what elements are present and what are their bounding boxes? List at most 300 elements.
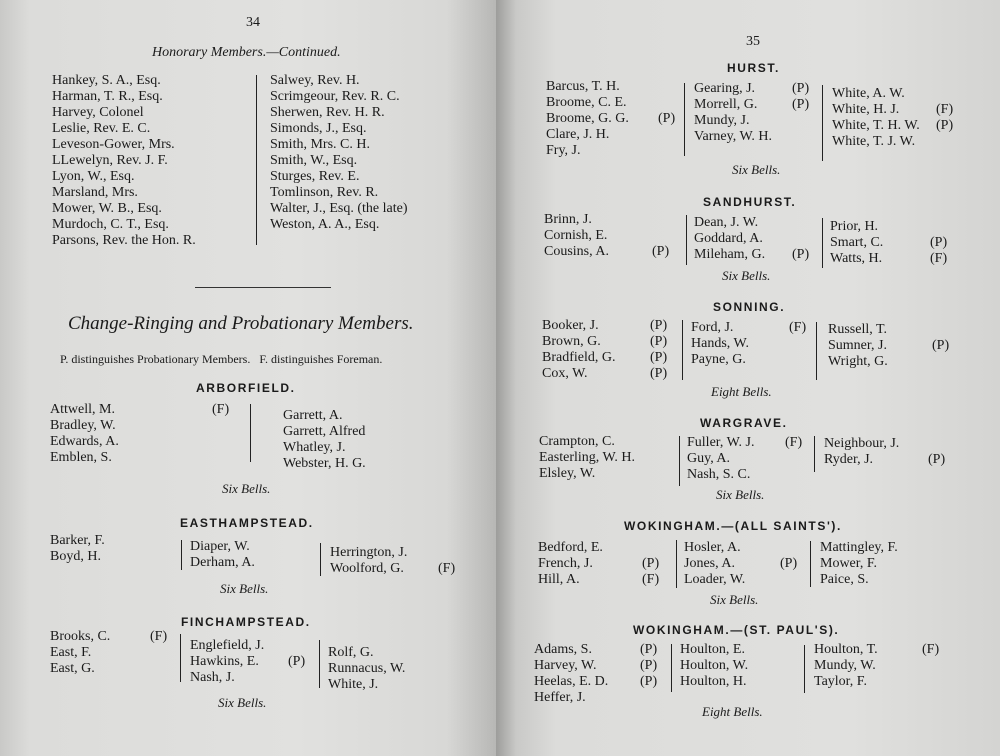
sandhurst-col2 bbox=[694, 215, 819, 263]
continued-title: Honorary Members.—Continued. bbox=[152, 45, 341, 60]
list-item bbox=[283, 440, 366, 456]
member-name: Morrell, G. bbox=[694, 97, 758, 112]
list-item bbox=[546, 143, 681, 159]
member-name: Neighbour, J. bbox=[824, 436, 900, 451]
member-name: Harman, T. R., Esq. bbox=[52, 89, 163, 104]
member-name: Fry, J. bbox=[546, 143, 581, 158]
member-name: Edwards, A. bbox=[50, 434, 119, 449]
sandhurst-col1 bbox=[544, 212, 684, 260]
member-status-mark: (P) bbox=[650, 366, 668, 381]
member-name: Hands, W. bbox=[691, 336, 749, 351]
easthampstead-col3 bbox=[330, 545, 460, 577]
member-name: Whatley, J. bbox=[283, 440, 346, 455]
sonning-col1 bbox=[542, 318, 682, 382]
member-status-mark: (P) bbox=[650, 334, 668, 349]
member-name: Houlton, W. bbox=[680, 658, 749, 673]
finchampstead-col1 bbox=[50, 629, 180, 677]
list-item bbox=[694, 129, 819, 145]
member-status-mark: (P) bbox=[792, 97, 810, 112]
list-item bbox=[538, 540, 673, 556]
list-item bbox=[270, 121, 407, 137]
member-status-mark: (P) bbox=[640, 642, 658, 657]
column-divider bbox=[319, 640, 320, 688]
list-item bbox=[824, 436, 989, 452]
list-item bbox=[190, 654, 315, 670]
member-name: Ryder, J. bbox=[824, 452, 874, 467]
member-name: Simonds, J., Esq. bbox=[270, 121, 367, 136]
all-saints-col3 bbox=[820, 540, 898, 588]
bells-note: Six Bells. bbox=[222, 481, 271, 496]
list-item bbox=[283, 456, 366, 472]
column-divider bbox=[804, 645, 805, 693]
member-name: Hosler, A. bbox=[684, 540, 741, 555]
bells-note: Six Bells. bbox=[716, 487, 765, 502]
column-divider bbox=[822, 218, 823, 268]
member-name: Nash, S. C. bbox=[687, 467, 751, 482]
member-name: Nash, J. bbox=[190, 670, 235, 685]
member-status-mark: (P) bbox=[930, 235, 948, 250]
list-item bbox=[824, 452, 989, 468]
list-item bbox=[684, 540, 809, 556]
member-name: Wright, G. bbox=[828, 354, 888, 369]
member-name: Harvey, Colonel bbox=[52, 105, 144, 120]
list-item bbox=[283, 424, 366, 440]
finchampstead-col2 bbox=[190, 638, 315, 686]
member-status-mark: (F) bbox=[930, 251, 948, 266]
member-name: Payne, G. bbox=[691, 352, 746, 367]
column-divider bbox=[816, 322, 817, 380]
list-item bbox=[832, 86, 997, 102]
all-saints-col1 bbox=[538, 540, 673, 588]
member-status-mark: (F) bbox=[785, 435, 803, 450]
member-name: Mileham, G. bbox=[694, 247, 766, 262]
member-name: Sherwen, Rev. H. R. bbox=[270, 105, 385, 120]
member-name: Dean, J. W. bbox=[694, 215, 759, 230]
member-name: Barcus, T. H. bbox=[546, 79, 620, 94]
list-item bbox=[190, 638, 315, 654]
member-name: Murdoch, C. T., Esq. bbox=[52, 217, 169, 232]
list-item bbox=[270, 185, 407, 201]
list-item bbox=[52, 169, 196, 185]
member-name: Parsons, Rev. the Hon. R. bbox=[52, 233, 196, 248]
member-name: Fuller, W. J. bbox=[687, 435, 755, 450]
member-name: Woolford, G. bbox=[330, 561, 404, 576]
list-item bbox=[832, 134, 997, 150]
sonning-col2 bbox=[691, 320, 816, 368]
list-item bbox=[330, 545, 460, 561]
list-item bbox=[546, 79, 681, 95]
parish-heading-finchampstead: FINCHAMPSTEAD. bbox=[181, 615, 311, 629]
member-status-mark: (P) bbox=[780, 556, 798, 571]
list-item bbox=[539, 450, 635, 466]
list-item bbox=[542, 334, 682, 350]
list-item bbox=[830, 235, 995, 251]
member-name: Barker, F. bbox=[50, 533, 105, 548]
list-item bbox=[828, 354, 998, 370]
list-item bbox=[534, 690, 669, 706]
hurst-col2 bbox=[694, 81, 819, 145]
member-name: LLewelyn, Rev. J. F. bbox=[52, 153, 168, 168]
member-name: Cox, W. bbox=[542, 366, 588, 381]
list-item bbox=[270, 89, 407, 105]
member-name: Hawkins, E. bbox=[190, 654, 259, 669]
member-status-mark: (F) bbox=[150, 629, 168, 644]
list-item bbox=[828, 322, 998, 338]
member-name: Taylor, F. bbox=[814, 674, 867, 689]
member-name: Walter, J., Esq. (the late) bbox=[270, 201, 408, 216]
list-item bbox=[542, 366, 682, 382]
member-name: Brown, G. bbox=[542, 334, 601, 349]
list-item bbox=[820, 556, 898, 572]
member-name: Houlton, T. bbox=[814, 642, 878, 657]
list-item bbox=[820, 572, 898, 588]
member-name: Heelas, E. D. bbox=[534, 674, 609, 689]
bells-note: Eight Bells. bbox=[702, 704, 763, 719]
member-name: Harvey, W. bbox=[534, 658, 597, 673]
finchampstead-col3 bbox=[328, 645, 405, 693]
member-name: Houlton, E. bbox=[680, 642, 745, 657]
list-item bbox=[539, 466, 635, 482]
list-item bbox=[694, 215, 819, 231]
list-item bbox=[50, 434, 250, 450]
member-name: Booker, J. bbox=[542, 318, 599, 333]
wargrave-col3 bbox=[824, 436, 989, 468]
column-divider bbox=[181, 540, 182, 570]
list-item bbox=[50, 661, 180, 677]
member-name: Mattingley, F. bbox=[820, 540, 898, 555]
bells-note: Six Bells. bbox=[710, 592, 759, 607]
list-item bbox=[694, 231, 819, 247]
column-divider bbox=[180, 634, 181, 682]
member-name: French, J. bbox=[538, 556, 593, 571]
member-name: East, G. bbox=[50, 661, 95, 676]
member-name: Heffer, J. bbox=[534, 690, 586, 705]
bells-note: Six Bells. bbox=[732, 162, 781, 177]
list-item bbox=[270, 137, 407, 153]
list-item bbox=[687, 467, 812, 483]
member-name: Garrett, A. bbox=[283, 408, 343, 423]
list-item bbox=[270, 217, 407, 233]
column-divider bbox=[256, 75, 257, 245]
bells-note: Eight Bells. bbox=[711, 384, 772, 399]
column-divider bbox=[250, 404, 251, 462]
member-status-mark: (P) bbox=[642, 556, 660, 571]
list-item bbox=[50, 533, 105, 549]
easthampstead-col1 bbox=[50, 533, 105, 565]
list-item bbox=[687, 451, 812, 467]
list-item bbox=[50, 402, 250, 418]
wargrave-col1 bbox=[539, 434, 635, 482]
member-name: Rolf, G. bbox=[328, 645, 374, 660]
parish-heading-wokingham-all-saints: WOKINGHAM.—(ALL SAINTS'). bbox=[624, 519, 842, 533]
column-divider bbox=[676, 540, 677, 588]
sandhurst-col3 bbox=[830, 219, 995, 267]
list-item bbox=[830, 251, 995, 267]
member-name: White, T. H. W. bbox=[832, 118, 920, 133]
list-item bbox=[52, 73, 196, 89]
list-item bbox=[820, 540, 898, 556]
member-status-mark: (F) bbox=[438, 561, 456, 576]
list-item bbox=[538, 572, 673, 588]
list-item bbox=[544, 228, 684, 244]
member-name: Attwell, M. bbox=[50, 402, 115, 417]
member-name: Goddard, A. bbox=[694, 231, 763, 246]
member-name: Watts, H. bbox=[830, 251, 883, 266]
parish-heading-wokingham-st-pauls: WOKINGHAM.—(ST. PAUL'S). bbox=[633, 623, 840, 637]
list-item bbox=[270, 169, 407, 185]
member-status-mark: (P) bbox=[658, 111, 676, 126]
member-status-mark: (P) bbox=[792, 81, 810, 96]
list-item bbox=[328, 661, 405, 677]
member-name: White, J. bbox=[328, 677, 379, 692]
member-name: White, H. J. bbox=[832, 102, 900, 117]
list-item bbox=[694, 113, 819, 129]
member-status-mark: (P) bbox=[640, 674, 658, 689]
list-item bbox=[52, 105, 196, 121]
member-name: Marsland, Mrs. bbox=[52, 185, 138, 200]
st-pauls-col2 bbox=[680, 642, 748, 690]
st-pauls-col1 bbox=[534, 642, 669, 706]
member-name: Scrimgeour, Rev. R. C. bbox=[270, 89, 400, 104]
column-divider bbox=[679, 436, 680, 486]
member-name: Bedford, E. bbox=[538, 540, 603, 555]
member-name: Russell, T. bbox=[828, 322, 887, 337]
left-page bbox=[0, 0, 496, 756]
list-item bbox=[534, 642, 669, 658]
member-name: Jones, A. bbox=[684, 556, 735, 571]
list-item bbox=[546, 127, 681, 143]
list-item bbox=[328, 645, 405, 661]
list-item bbox=[680, 658, 748, 674]
list-item bbox=[544, 212, 684, 228]
member-name: White, T. J. W. bbox=[832, 134, 916, 149]
member-status-mark: (P) bbox=[650, 318, 668, 333]
list-item bbox=[50, 450, 250, 466]
list-item bbox=[684, 556, 809, 572]
member-name: Emblen, S. bbox=[50, 450, 112, 465]
list-item bbox=[270, 153, 407, 169]
parish-heading-hurst: HURST. bbox=[727, 61, 780, 75]
list-item bbox=[542, 350, 682, 366]
list-item bbox=[539, 434, 635, 450]
member-name: Smith, W., Esq. bbox=[270, 153, 358, 168]
list-item bbox=[546, 111, 681, 127]
sonning-col3 bbox=[828, 322, 998, 370]
member-name: Mundy, W. bbox=[814, 658, 876, 673]
hurst-col1 bbox=[546, 79, 681, 159]
list-item bbox=[283, 408, 366, 424]
member-status-mark: (F) bbox=[642, 572, 660, 587]
list-item bbox=[52, 201, 196, 217]
list-item bbox=[52, 89, 196, 105]
easthampstead-col2 bbox=[190, 539, 255, 571]
list-item bbox=[544, 244, 684, 260]
bells-note: Six Bells. bbox=[722, 268, 771, 283]
list-item bbox=[687, 435, 812, 451]
member-name: Houlton, H. bbox=[680, 674, 747, 689]
member-name: Guy, A. bbox=[687, 451, 731, 466]
member-name: Gearing, J. bbox=[694, 81, 756, 96]
member-name: Ford, J. bbox=[691, 320, 734, 335]
parish-heading-sonning: SONNING. bbox=[713, 300, 786, 314]
parish-heading-wargrave: WARGRAVE. bbox=[700, 416, 788, 430]
member-name: Hill, A. bbox=[538, 572, 580, 587]
list-item bbox=[50, 645, 180, 661]
section-title: Change-Ringing and Probationary Members. bbox=[68, 313, 414, 334]
member-status-mark: (P) bbox=[640, 658, 658, 673]
member-name: Sumner, J. bbox=[828, 338, 887, 353]
list-item bbox=[328, 677, 405, 693]
member-name: Easterling, W. H. bbox=[539, 450, 636, 465]
column-divider bbox=[686, 215, 687, 265]
member-name: Broome, C. E. bbox=[546, 95, 627, 110]
member-name: Brinn, J. bbox=[544, 212, 592, 227]
member-name: East, F. bbox=[50, 645, 92, 660]
list-item bbox=[52, 153, 196, 169]
list-item bbox=[190, 539, 255, 555]
member-name: Crampton, C. bbox=[539, 434, 615, 449]
column-divider bbox=[810, 541, 811, 587]
member-status-mark: (F) bbox=[922, 642, 940, 657]
section-rule bbox=[195, 287, 331, 288]
list-item bbox=[52, 137, 196, 153]
member-name: Bradfield, G. bbox=[542, 350, 616, 365]
list-item bbox=[832, 118, 997, 134]
list-item bbox=[814, 642, 994, 658]
list-item bbox=[270, 201, 407, 217]
list-item bbox=[270, 105, 407, 121]
member-name: Clare, J. H. bbox=[546, 127, 610, 142]
list-item bbox=[52, 121, 196, 137]
member-name: Boyd, H. bbox=[50, 549, 101, 564]
member-name: Cousins, A. bbox=[544, 244, 609, 259]
member-name: Garrett, Alfred bbox=[283, 424, 366, 439]
member-status-mark: (P) bbox=[652, 244, 670, 259]
honorary-right-list bbox=[270, 73, 407, 233]
member-name: Runnacus, W. bbox=[328, 661, 406, 676]
list-item bbox=[680, 642, 748, 658]
member-name: Salwey, Rev. H. bbox=[270, 73, 360, 88]
member-name: Lyon, W., Esq. bbox=[52, 169, 135, 184]
member-status-mark: (F) bbox=[789, 320, 807, 335]
list-item bbox=[50, 549, 105, 565]
parish-heading-arborfield: ARBORFIELD. bbox=[196, 381, 296, 395]
member-name: Paice, S. bbox=[820, 572, 869, 587]
column-divider bbox=[320, 543, 321, 576]
member-name: Mower, W. B., Esq. bbox=[52, 201, 162, 216]
list-item bbox=[832, 102, 997, 118]
page-number: 35 bbox=[746, 34, 760, 49]
list-item bbox=[50, 418, 250, 434]
hurst-col3 bbox=[832, 86, 997, 150]
member-name: Elsley, W. bbox=[539, 466, 596, 481]
list-item bbox=[814, 674, 994, 690]
list-item bbox=[691, 352, 816, 368]
member-status-mark: (P) bbox=[792, 247, 810, 262]
arborfield-col2 bbox=[283, 408, 366, 472]
list-item bbox=[691, 336, 816, 352]
member-name: Smith, Mrs. C. H. bbox=[270, 137, 370, 152]
member-name: Leveson-Gower, Mrs. bbox=[52, 137, 175, 152]
list-item bbox=[534, 674, 669, 690]
member-status-mark: (P) bbox=[936, 118, 954, 133]
member-name: Mundy, J. bbox=[694, 113, 750, 128]
st-pauls-col3 bbox=[814, 642, 994, 690]
list-item bbox=[691, 320, 816, 336]
list-item bbox=[694, 97, 819, 113]
member-name: Brooks, C. bbox=[50, 629, 111, 644]
all-saints-col2 bbox=[684, 540, 809, 588]
list-item bbox=[546, 95, 681, 111]
wargrave-col2 bbox=[687, 435, 812, 483]
member-status-mark: (F) bbox=[936, 102, 954, 117]
list-item bbox=[680, 674, 748, 690]
column-divider bbox=[814, 436, 815, 472]
parish-heading-sandhurst: SANDHURST. bbox=[703, 195, 797, 209]
list-item bbox=[52, 217, 196, 233]
parish-heading-easthampstead: EASTHAMPSTEAD. bbox=[180, 516, 314, 530]
list-item bbox=[52, 233, 196, 249]
list-item bbox=[684, 572, 809, 588]
member-name: White, A. W. bbox=[832, 86, 905, 101]
member-status-mark: (F) bbox=[212, 402, 230, 417]
member-name: Englefield, J. bbox=[190, 638, 265, 653]
list-item bbox=[694, 81, 819, 97]
page-number: 34 bbox=[246, 15, 260, 30]
list-item bbox=[542, 318, 682, 334]
bells-note: Six Bells. bbox=[220, 581, 269, 596]
member-name: Bradley, W. bbox=[50, 418, 116, 433]
list-item bbox=[330, 561, 460, 577]
member-name: Hankey, S. A., Esq. bbox=[52, 73, 161, 88]
member-name: Weston, A. A., Esq. bbox=[270, 217, 380, 232]
member-name: Leslie, Rev. E. C. bbox=[52, 121, 151, 136]
member-status-mark: (P) bbox=[932, 338, 950, 353]
list-item bbox=[52, 185, 196, 201]
member-name: Prior, H. bbox=[830, 219, 879, 234]
bells-note: Six Bells. bbox=[218, 695, 267, 710]
member-name: Mower, F. bbox=[820, 556, 878, 571]
arborfield-col1 bbox=[50, 402, 250, 466]
member-name: Tomlinson, Rev. R. bbox=[270, 185, 379, 200]
legend-note: P. distinguishes Probationary Members. F. distinguishes Foreman. bbox=[60, 352, 383, 366]
member-name: Webster, H. G. bbox=[283, 456, 366, 471]
member-name: Varney, W. H. bbox=[694, 129, 773, 144]
list-item bbox=[190, 670, 315, 686]
list-item bbox=[814, 658, 994, 674]
member-status-mark: (P) bbox=[650, 350, 668, 365]
member-name: Sturges, Rev. E. bbox=[270, 169, 360, 184]
member-status-mark: (P) bbox=[288, 654, 306, 669]
member-name: Broome, G. G. bbox=[546, 111, 629, 126]
column-divider bbox=[684, 83, 685, 156]
list-item bbox=[270, 73, 407, 89]
list-item bbox=[50, 629, 180, 645]
member-name: Smart, C. bbox=[830, 235, 884, 250]
list-item bbox=[538, 556, 673, 572]
column-divider bbox=[682, 320, 683, 380]
list-item bbox=[830, 219, 995, 235]
list-item bbox=[190, 555, 255, 571]
member-name: Herrington, J. bbox=[330, 545, 408, 560]
column-divider bbox=[822, 85, 823, 161]
list-item bbox=[828, 338, 998, 354]
honorary-left-list bbox=[52, 73, 196, 249]
list-item bbox=[534, 658, 669, 674]
column-divider bbox=[671, 644, 672, 692]
member-name: Adams, S. bbox=[534, 642, 592, 657]
member-name: Diaper, W. bbox=[190, 539, 250, 554]
